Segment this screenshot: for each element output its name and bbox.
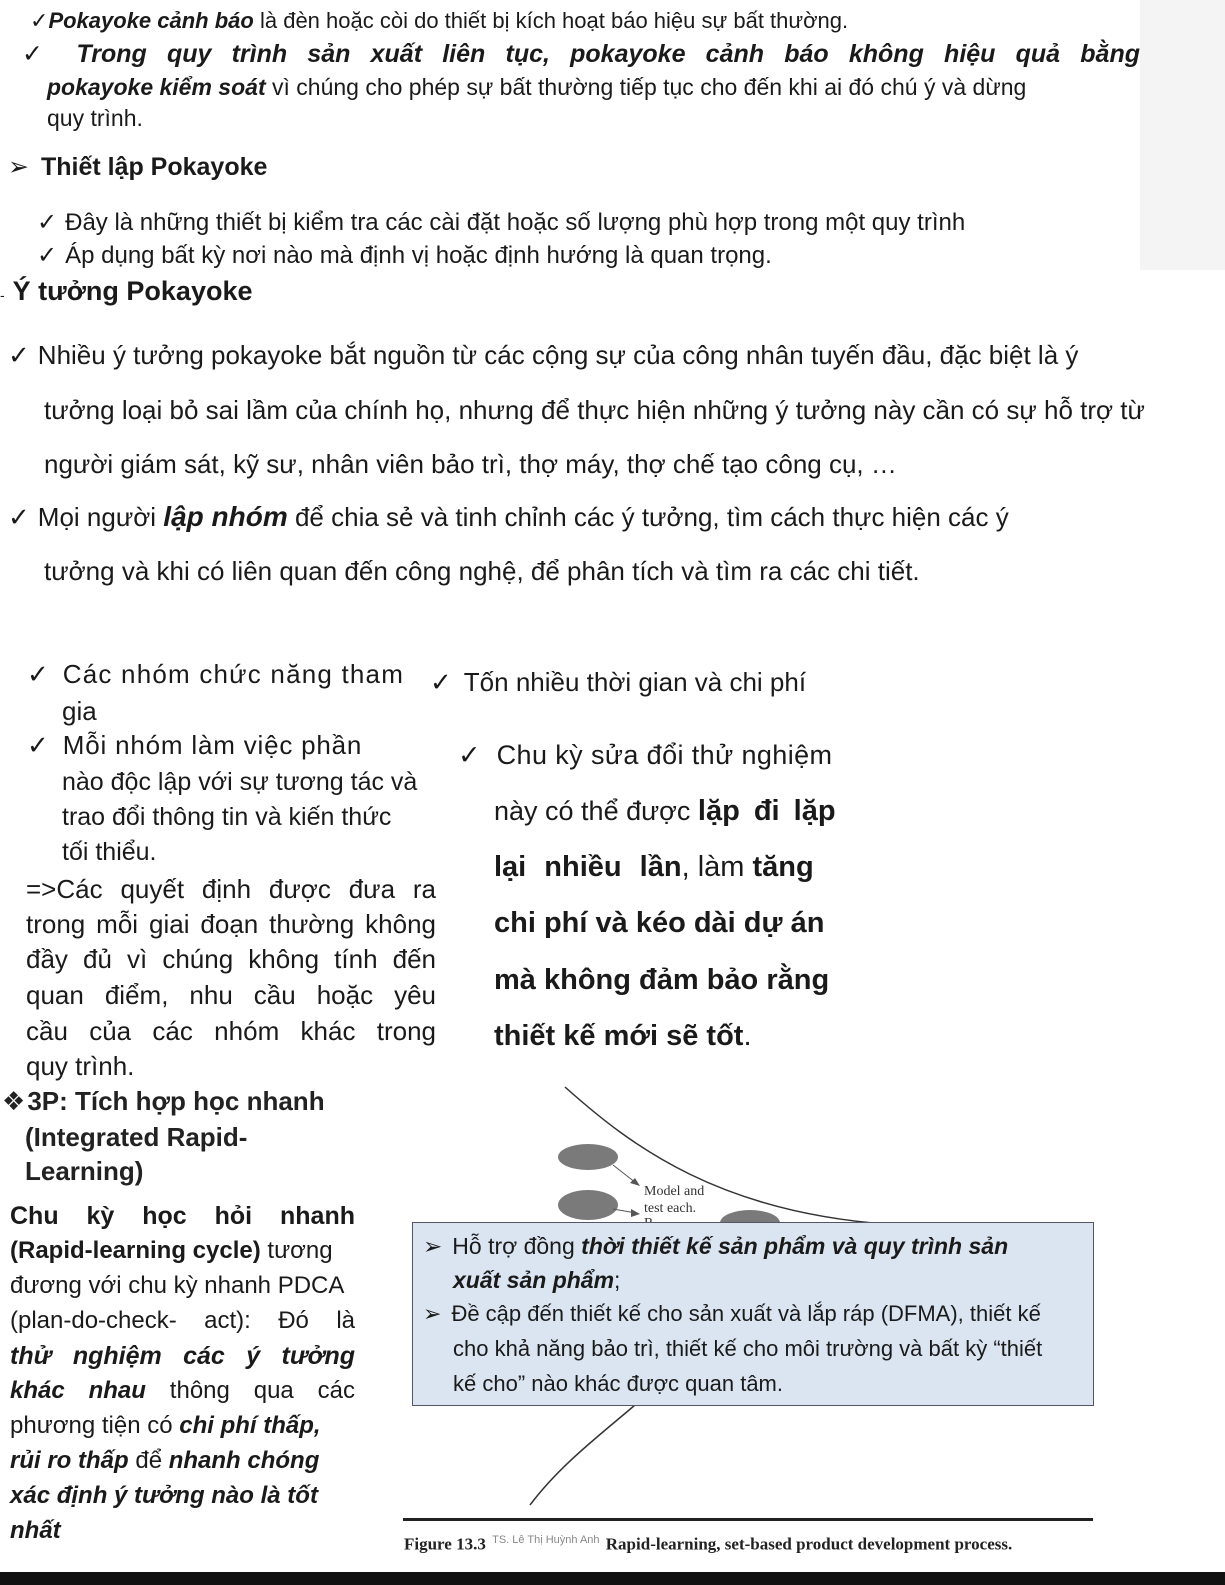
callout-line-2: xuất sản phẩm; [453, 1267, 621, 1293]
para-line-2: (Rapid-learning cycle) tương [10, 1237, 333, 1264]
ideas-bullet-2-line1: ✓ Mọi người lập nhóm để chia sẻ và tinh chỉnh các ý tưởng, tìm cách thực hiện các ý [8, 501, 1009, 532]
slide-edge [1140, 0, 1225, 270]
para-line-4: (plan-do-check- act): Đó là [10, 1307, 355, 1334]
pointer-arrow-2 [631, 1209, 640, 1217]
para-line-10: nhất [10, 1517, 61, 1544]
para-line-5: thử nghiệm các ý tưởng [10, 1342, 355, 1370]
diamond-bullet-icon: ❖ [2, 1086, 26, 1116]
check-icon: ✓ [458, 740, 481, 770]
ideas-bullet-1-line2: tưởng loại bỏ sai lầm của chính họ, nhưng để thực hiện những ý tưởng này cần có sự hỗ trợ từ [44, 395, 1145, 425]
right-column [430, 655, 872, 1085]
left-item-2-line4: tối thiểu. [62, 838, 157, 866]
conclusion-line-4: quan điểm, nhu cầu hoặc yêu [26, 980, 436, 1010]
threep-title-line2: (Integrated Rapid- [25, 1122, 248, 1152]
right-item-2-line4: chi phí và kéo dài dự án [494, 907, 825, 939]
ideas-heading: - Ý tưởng Pokayoke [0, 276, 253, 306]
check-icon: ✓ [8, 340, 30, 370]
warning-pokayoke-line: ✓Pokayoke cảnh báo là đèn hoặc còi do thiết bị kích hoạt báo hiệu sự bất thường. [30, 8, 849, 33]
para-line-3: đương với chu kỳ nhanh PDCA [10, 1272, 345, 1299]
setup-item-2: ✓ Áp dụng bất kỳ nơi nào mà định vị hoặc định hướng là quan trọng. [37, 242, 772, 269]
callout-line-1: ➢ Hỗ trợ đồng thời thiết kế sản phẩm và quy trình sản [423, 1233, 1009, 1259]
right-item-2-line5: mà không đảm bảo rằng [494, 964, 830, 996]
continuous-process-line2: pokayoke kiểm soát vì chúng cho phép sự bất thường tiếp tục cho đến khi ai đó chú ý và dừng [47, 74, 1027, 100]
figure-label-test: test each. [644, 1201, 697, 1216]
check-icon: ✓ [37, 242, 58, 269]
conclusion-line-3: đầy đủ vì chúng không tính đến [26, 944, 436, 974]
conclusion-line-1: =>Các quyết định được đưa ra [26, 874, 436, 904]
left-item-2-line1: ✓ Mỗi nhóm làm việc phần [27, 730, 363, 760]
arrow-bullet-icon: ➢ [423, 1233, 443, 1259]
concept-ellipse-2 [558, 1190, 618, 1220]
threep-title-line3: Learning) [25, 1156, 144, 1186]
left-item-1-line1: ✓ Các nhóm chức năng tham [27, 659, 405, 689]
figure-13-3 [400, 1085, 1100, 1565]
para-line-6: khác nhau thông qua các [10, 1377, 356, 1404]
left-item-1-line2: gia [62, 696, 97, 726]
figure-caption: Figure 13.3 $^{TS. Lê Thị Huỳnh Anh}$ Rapid-learning, set-based product development process. [404, 1534, 1013, 1554]
arrow-bullet-icon: ➢ [423, 1301, 442, 1326]
setup-pokayoke-heading: ➢ Thiết lập Pokayoke [8, 153, 268, 181]
pointer-line-1 [613, 1165, 636, 1183]
callout-line-5: kế cho” nào khác được quan tâm. [453, 1371, 783, 1396]
threep-title-line1: ❖3P: Tích hợp học nhanh [2, 1086, 325, 1116]
continuous-process-line1: ✓ Trong quy trình sản xuất liên tục, pokayoke cảnh báo không hiệu quả bằng [22, 40, 1140, 68]
concept-ellipse-1 [558, 1144, 618, 1170]
figure-label-model: Model and [644, 1184, 705, 1199]
check-icon: ✓ [8, 502, 30, 532]
check-icon: ✓ [30, 8, 49, 33]
funnel-curve-bottom [530, 1405, 635, 1505]
para-line-1: Chu kỳ học hỏi nhanh [10, 1202, 355, 1230]
arrow-bullet-icon: ➢ [8, 153, 29, 181]
conclusion-line-2: trong mỗi giai đoạn thường không [26, 909, 436, 939]
check-icon: ✓ [22, 40, 57, 68]
setup-item-1: ✓ Đây là những thiết bị kiểm tra các cài đặt hoặc số lượng phù hợp trong một quy trình [37, 209, 966, 236]
conclusion-line-5: cầu của các nhóm khác trong [26, 1016, 436, 1046]
callout-line-4: cho khả năng bảo trì, thiết kế cho môi trường và bất kỳ “thiết [453, 1336, 1043, 1361]
left-item-2-line3: trao đổi thông tin và kiến thức [62, 803, 392, 831]
continuous-process-line3: quy trình. [47, 105, 143, 131]
top-section [0, 0, 1140, 270]
check-icon: ✓ [430, 667, 452, 697]
watermark: TS. Lê Thị Huỳnh Anh [492, 1534, 600, 1546]
ideas-bullet-1-line1: ✓ Nhiều ý tưởng pokayoke bắt nguồn từ các cộng sự của công nhân tuyến đầu, đặc biệt là ý [8, 340, 1079, 370]
check-icon: ✓ [27, 659, 49, 689]
left-item-2-line2: nào độc lập với sự tương tác và [62, 768, 418, 796]
right-item-2-line6: thiết kế mới sẽ tốt. [494, 1020, 752, 1052]
conclusion-line-6: quy trình. [26, 1051, 135, 1081]
para-line-7: phương tiện có chi phí thấp, [10, 1412, 321, 1439]
callout-box [412, 1222, 1094, 1406]
right-item-2-line2: này có thể được lặp đi lặp [494, 795, 836, 827]
para-line-8: rủi ro thấp để nhanh chóng [10, 1447, 320, 1474]
right-item-1: ✓ Tốn nhiều thời gian và chi phí [430, 667, 807, 697]
callout-line-3: ➢ Đề cập đến thiết kế cho sản xuất và lắp ráp (DFMA), thiết kế [423, 1301, 1041, 1326]
ideas-bullet-1-line3: người giám sát, kỹ sư, nhân viên bảo trì, thợ máy, thợ chế tạo công cụ, … [44, 449, 897, 479]
check-icon: ✓ [37, 209, 58, 236]
page-bottom-rule [0, 1572, 1225, 1585]
para-line-9: xác định ý tưởng nào là tốt [10, 1482, 318, 1509]
caption-rule [403, 1518, 1093, 1521]
check-icon: ✓ [27, 730, 49, 760]
right-item-2-line3: lại nhiều lần, làm tăng [494, 851, 814, 883]
right-item-2-line1: ✓ Chu kỳ sửa đổi thử nghiệm [458, 740, 833, 770]
rapid-learning-paragraph [10, 1200, 355, 1550]
ideas-bullet-2-line2: tưởng và khi có liên quan đến công nghệ, để phân tích và tìm ra các chi tiết. [44, 556, 920, 586]
left-column [0, 640, 440, 1085]
